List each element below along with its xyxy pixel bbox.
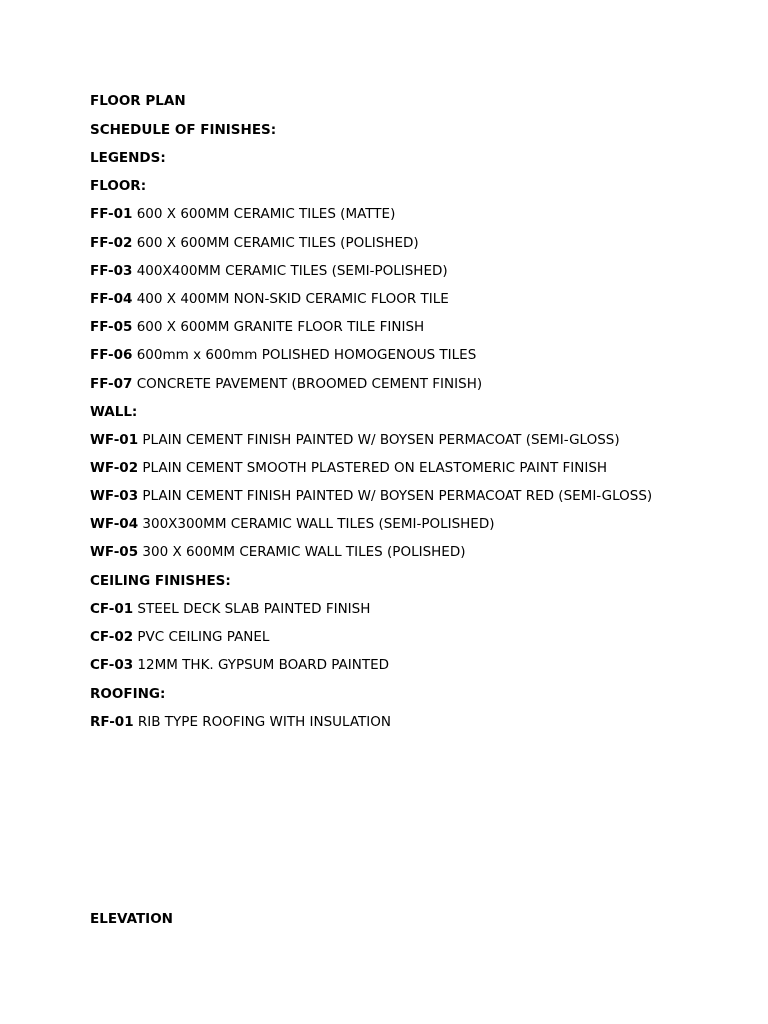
wall-heading: WALL: — [90, 404, 138, 420]
finish-code: WF-04 — [90, 516, 139, 532]
finish-description: 600 X 600MM CERAMIC TILES (MATTE) — [136, 206, 396, 222]
finish-item-wf-05 — [90, 544, 465, 560]
finish-description: 600mm x 600mm POLISHED HOMOGENOUS TILES — [136, 347, 477, 363]
finish-code: FF-06 — [90, 347, 133, 363]
finish-code: WF-02 — [90, 460, 139, 476]
finish-item-ff-01 — [90, 206, 395, 222]
finish-item-ff-04 — [90, 291, 449, 307]
finish-code: FF-05 — [90, 319, 133, 335]
finish-item-ff-02 — [90, 235, 419, 251]
finish-description: 400 X 400MM NON-SKID CERAMIC FLOOR TILE — [136, 291, 449, 307]
finish-code: CF-01 — [90, 601, 134, 617]
finish-code: FF-07 — [90, 376, 133, 392]
finish-description: 12MM THK. GYPSUM BOARD PAINTED — [137, 657, 390, 673]
finish-item-ff-03 — [90, 263, 448, 279]
legends-heading: LEGENDS: — [90, 150, 166, 166]
finish-item-cf-01 — [90, 601, 370, 617]
floor-heading: FLOOR: — [90, 178, 147, 194]
finish-description: 300 X 600MM CERAMIC WALL TILES (POLISHED) — [142, 544, 466, 560]
finish-item-wf-01 — [90, 432, 620, 448]
finish-item-rf-01 — [90, 714, 391, 730]
schedule-heading: SCHEDULE OF FINISHES: — [90, 122, 277, 138]
finish-description: RIB TYPE ROOFING WITH INSULATION — [137, 714, 392, 730]
finish-item-cf-03 — [90, 657, 389, 673]
finish-description: 600 X 600MM GRANITE FLOOR TILE FINISH — [136, 319, 425, 335]
finish-code: CF-03 — [90, 657, 134, 673]
finish-description: PLAIN CEMENT SMOOTH PLASTERED ON ELASTOMERIC PAINT FINISH — [142, 460, 608, 476]
floor-plan-heading: FLOOR PLAN — [90, 93, 186, 109]
finish-code: FF-02 — [90, 235, 133, 251]
finish-description: 400X400MM CERAMIC TILES (SEMI-POLISHED) — [136, 263, 448, 279]
finish-code: FF-04 — [90, 291, 133, 307]
finish-code: FF-03 — [90, 263, 133, 279]
finish-code: CF-02 — [90, 629, 134, 645]
finish-code: WF-03 — [90, 488, 139, 504]
finish-item-cf-02 — [90, 629, 269, 645]
finish-code: WF-01 — [90, 432, 139, 448]
finish-description: PLAIN CEMENT FINISH PAINTED W/ BOYSEN PERMACOAT RED (SEMI-GLOSS) — [142, 488, 653, 504]
ceiling-heading: CEILING FINISHES: — [90, 573, 231, 589]
finish-description: STEEL DECK SLAB PAINTED FINISH — [137, 601, 371, 617]
finish-item-wf-02 — [90, 460, 607, 476]
finish-description: CONCRETE PAVEMENT (BROOMED CEMENT FINISH) — [136, 376, 483, 392]
finish-item-wf-03 — [90, 488, 652, 504]
finish-code: FF-01 — [90, 206, 133, 222]
finish-description: PVC CEILING PANEL — [137, 629, 270, 645]
finish-code: WF-05 — [90, 544, 139, 560]
finish-item-ff-06 — [90, 347, 476, 363]
finish-description: PLAIN CEMENT FINISH PAINTED W/ BOYSEN PERMACOAT (SEMI-GLOSS) — [142, 432, 620, 448]
finish-description: 600 X 600MM CERAMIC TILES (POLISHED) — [136, 235, 419, 251]
finish-description: 300X300MM CERAMIC WALL TILES (SEMI-POLISHED) — [142, 516, 495, 532]
roofing-heading: ROOFING: — [90, 686, 166, 702]
finish-item-wf-04 — [90, 516, 495, 532]
finish-code: RF-01 — [90, 714, 134, 730]
finish-item-ff-05 — [90, 319, 424, 335]
elevation-heading: ELEVATION — [90, 911, 173, 927]
finish-item-ff-07 — [90, 376, 482, 392]
